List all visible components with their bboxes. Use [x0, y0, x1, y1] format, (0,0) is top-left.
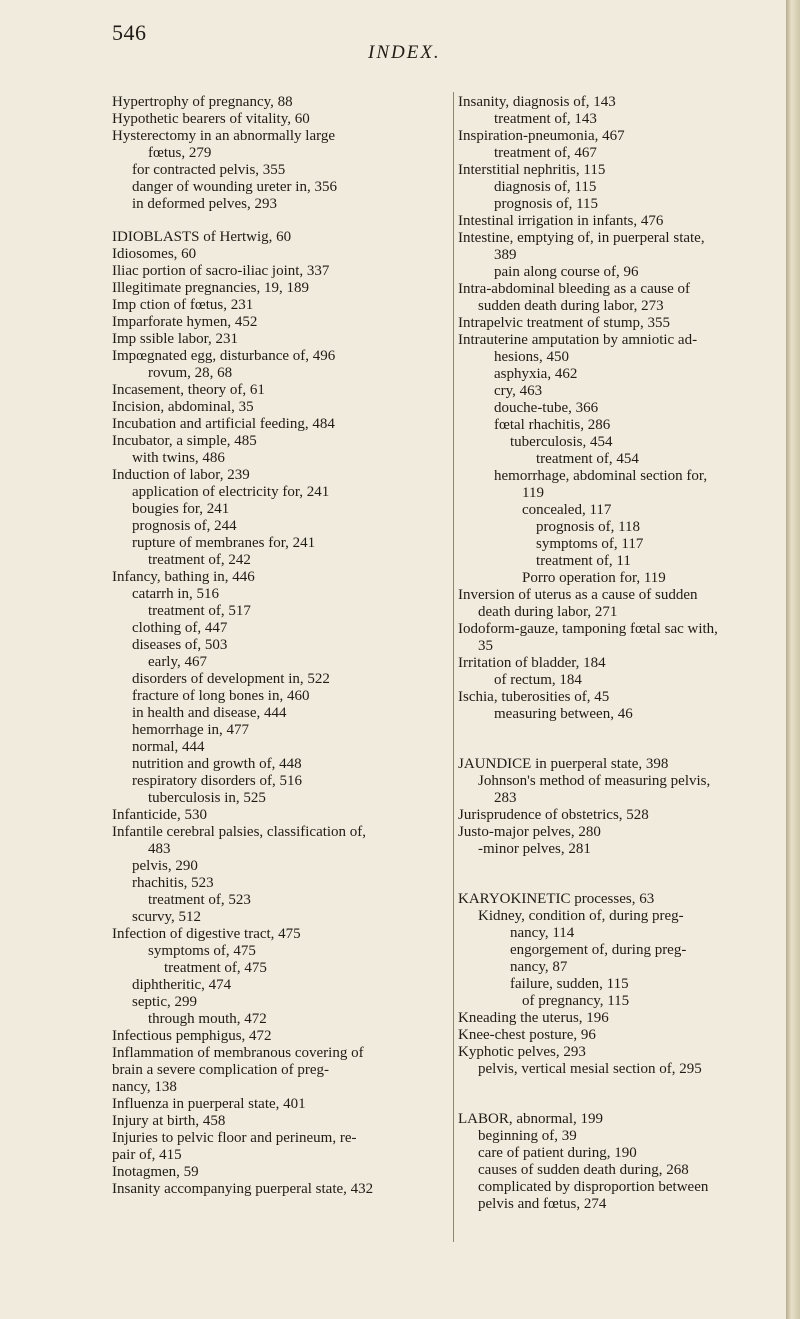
- index-entry: Hysterectomy in an abnormally large: [112, 128, 335, 144]
- index-entry: -minor pelves, 281: [478, 841, 591, 857]
- index-entry: 283: [494, 790, 517, 806]
- index-entry: Insanity, diagnosis of, 143: [458, 94, 616, 110]
- index-entry: in deformed pelves, 293: [132, 196, 277, 212]
- index-entry: Intra-abdominal bleeding as a cause of: [458, 281, 690, 297]
- index-entry: Infancy, bathing in, 446: [112, 569, 255, 585]
- index-entry: fœtus, 279: [148, 145, 212, 161]
- section-gap: [458, 723, 778, 756]
- index-entry: rhachitis, 523: [132, 875, 214, 891]
- index-entry: fœtal rhachitis, 286: [494, 417, 611, 433]
- index-entry: through mouth, 472: [148, 1011, 267, 1027]
- index-entry: Knee-chest posture, 96: [458, 1027, 596, 1043]
- index-entry: treatment of, 11: [536, 553, 631, 569]
- index-entry: Porro operation for, 119: [522, 570, 666, 586]
- index-entry: hemorrhage, abdominal section for,: [494, 468, 708, 484]
- index-entry: clothing of, 447: [132, 620, 228, 636]
- index-entry: nancy, 87: [510, 959, 568, 975]
- index-entry: symptoms of, 117: [536, 536, 644, 552]
- index-entry: Irritation of bladder, 184: [458, 655, 606, 671]
- index-entry: sudden death during labor, 273: [478, 298, 664, 314]
- index-entry: prognosis of, 118: [536, 519, 641, 535]
- index-entry: early, 467: [148, 654, 208, 670]
- index-entry: Idiosomes, 60: [112, 246, 197, 262]
- index-entry: tuberculosis in, 525: [148, 790, 266, 806]
- index-entry: Imp ction of fœtus, 231: [112, 297, 254, 313]
- index-entry: Jurisprudence of obstetrics, 528: [458, 807, 649, 823]
- index-entry: in health and disease, 444: [132, 705, 287, 721]
- index-entry: for contracted pelvis, 355: [132, 162, 286, 178]
- index-entry: of rectum, 184: [494, 672, 582, 688]
- index-entry: tuberculosis, 454: [510, 434, 613, 450]
- index-entry: treatment of, 454: [536, 451, 639, 467]
- index-entry-section-start: KARYOKINETIC processes, 63: [458, 891, 655, 907]
- index-entry: Intestine, emptying of, in puerperal state,: [458, 230, 705, 246]
- index-entry: Iodoform-gauze, tamponing fœtal sac with,: [458, 621, 718, 637]
- index-entry: Hypertrophy of pregnancy, 88: [112, 94, 293, 110]
- index-entry: treatment of, 242: [148, 552, 251, 568]
- section-gap: [112, 213, 452, 229]
- index-entry: prognosis of, 115: [494, 196, 599, 212]
- index-entry: treatment of, 143: [494, 111, 597, 127]
- index-entry: bougies for, 241: [132, 501, 230, 517]
- index-entry: pain along course of, 96: [494, 264, 639, 280]
- page-edge-shadow: [786, 0, 800, 1319]
- index-entry: danger of wounding ureter in, 356: [132, 179, 337, 195]
- index-entry: septic, 299: [132, 994, 197, 1010]
- index-entry: asphyxia, 462: [494, 366, 578, 382]
- index-entry: fracture of long bones in, 460: [132, 688, 310, 704]
- index-entry: prognosis of, 244: [132, 518, 237, 534]
- index-entry: nancy, 114: [510, 925, 575, 941]
- index-entry: treatment of, 523: [148, 892, 251, 908]
- index-entry: treatment of, 475: [164, 960, 267, 976]
- index-entry: nutrition and growth of, 448: [132, 756, 302, 772]
- index-entry-section-start: IDIOBLASTS of Hertwig, 60: [112, 229, 292, 245]
- index-entry: engorgement of, during preg-: [510, 942, 687, 958]
- page-number: 546: [112, 20, 147, 45]
- index-entry: normal, 444: [132, 739, 205, 755]
- index-entry: Hypothetic bearers of vitality, 60: [112, 111, 310, 127]
- index-entry: beginning of, 39: [478, 1128, 577, 1144]
- index-entry: hesions, 450: [494, 349, 569, 365]
- index-entry: Intrapelvic treatment of stump, 355: [458, 315, 671, 331]
- section-gap: [458, 1078, 778, 1111]
- index-entry: with twins, 486: [132, 450, 225, 466]
- index-entry: application of electricity for, 241: [132, 484, 330, 500]
- index-entry: pelvis, vertical mesial section of, 295: [478, 1061, 702, 1077]
- index-entry: diphtheritic, 474: [132, 977, 232, 993]
- index-entry: Infection of digestive tract, 475: [112, 926, 301, 942]
- index-entry: treatment of, 517: [148, 603, 251, 619]
- index-entry: 483: [148, 841, 171, 857]
- index-entry: Inflammation of membranous covering of: [112, 1045, 364, 1061]
- index-entry: rupture of membranes for, 241: [132, 535, 316, 551]
- index-entry: Injury at birth, 458: [112, 1113, 226, 1129]
- index-entry: Illegitimate pregnancies, 19, 189: [112, 280, 310, 296]
- index-entry: Johnson's method of measuring pelvis,: [478, 773, 711, 789]
- index-entry: scurvy, 512: [132, 909, 202, 925]
- index-entry: death during labor, 271: [478, 604, 618, 620]
- index-entry: Imp ssible labor, 231: [112, 331, 239, 347]
- index-entry: causes of sudden death during, 268: [478, 1162, 689, 1178]
- index-entry: diagnosis of, 115: [494, 179, 597, 195]
- index-entry: Inversion of uterus as a cause of sudden: [458, 587, 698, 603]
- index-entry: Kneading the uterus, 196: [458, 1010, 609, 1026]
- section-gap: [458, 858, 778, 891]
- index-entry: respiratory disorders of, 516: [132, 773, 302, 789]
- index-entry: 35: [478, 638, 493, 654]
- index-entry: Inspiration-pneumonia, 467: [458, 128, 625, 144]
- index-entry: nancy, 138: [112, 1079, 177, 1095]
- index-entry: douche-tube, 366: [494, 400, 599, 416]
- running-head: INDEX.: [368, 42, 441, 63]
- index-entry: Influenza in puerperal state, 401: [112, 1096, 306, 1112]
- column-divider: [453, 92, 454, 1242]
- index-entry: of pregnancy, 115: [522, 993, 630, 1009]
- index-entry: brain a severe complication of preg-: [112, 1062, 329, 1078]
- index-entry: Infectious pemphigus, 472: [112, 1028, 272, 1044]
- index-entry: measuring between, 46: [494, 706, 633, 722]
- index-entry: treatment of, 467: [494, 145, 597, 161]
- index-entry: Iliac portion of sacro-iliac joint, 337: [112, 263, 330, 279]
- index-entry: disorders of development in, 522: [132, 671, 330, 687]
- index-entry: complicated by disproportion between: [478, 1179, 709, 1195]
- index-entry: Infanticide, 530: [112, 807, 207, 823]
- index-entry-section-start: LABOR, abnormal, 199: [458, 1111, 603, 1127]
- index-entry: Incision, abdominal, 35: [112, 399, 254, 415]
- index-entry: pair of, 415: [112, 1147, 182, 1163]
- index-entry: Impœgnated egg, disturbance of, 496: [112, 348, 336, 364]
- index-entry: Intrauterine amputation by amniotic ad-: [458, 332, 698, 348]
- index-entry: Induction of labor, 239: [112, 467, 250, 483]
- index-entry: Inotagmen, 59: [112, 1164, 199, 1180]
- index-entry: Kidney, condition of, during preg-: [478, 908, 684, 924]
- index-entry: Insanity accompanying puerperal state, 432: [112, 1181, 374, 1197]
- index-entry: Kyphotic pelves, 293: [458, 1044, 586, 1060]
- left-index-column: [112, 94, 452, 1198]
- index-entry: hemorrhage in, 477: [132, 722, 250, 738]
- index-entry: Incubator, a simple, 485: [112, 433, 257, 449]
- index-entry: Infantile cerebral palsies, classification of,: [112, 824, 367, 840]
- index-entry: failure, sudden, 115: [510, 976, 629, 992]
- index-entry: pelvis and fœtus, 274: [478, 1196, 607, 1212]
- index-entry: rovum, 28, 68: [148, 365, 233, 381]
- index-entry: Interstitial nephritis, 115: [458, 162, 606, 178]
- index-entry: Justo-major pelves, 280: [458, 824, 601, 840]
- index-entry: care of patient during, 190: [478, 1145, 637, 1161]
- index-entry-section-start: JAUNDICE in puerperal state, 398: [458, 756, 669, 772]
- right-index-column: [458, 94, 778, 1213]
- index-entry: Injuries to pelvic floor and perineum, re-: [112, 1130, 357, 1146]
- index-entry: Ischia, tuberosities of, 45: [458, 689, 610, 705]
- index-entry: Imparforate hymen, 452: [112, 314, 258, 330]
- index-entry: 119: [522, 485, 544, 501]
- index-entry: Incubation and artificial feeding, 484: [112, 416, 335, 432]
- index-entry: Incasement, theory of, 61: [112, 382, 265, 398]
- index-entry: Intestinal irrigation in infants, 476: [458, 213, 664, 229]
- index-entry: cry, 463: [494, 383, 543, 399]
- index-entry: pelvis, 290: [132, 858, 198, 874]
- index-entry: concealed, 117: [522, 502, 612, 518]
- index-entry: symptoms of, 475: [148, 943, 256, 959]
- index-entry: diseases of, 503: [132, 637, 228, 653]
- index-entry: 389: [494, 247, 517, 263]
- index-entry: catarrh in, 516: [132, 586, 220, 602]
